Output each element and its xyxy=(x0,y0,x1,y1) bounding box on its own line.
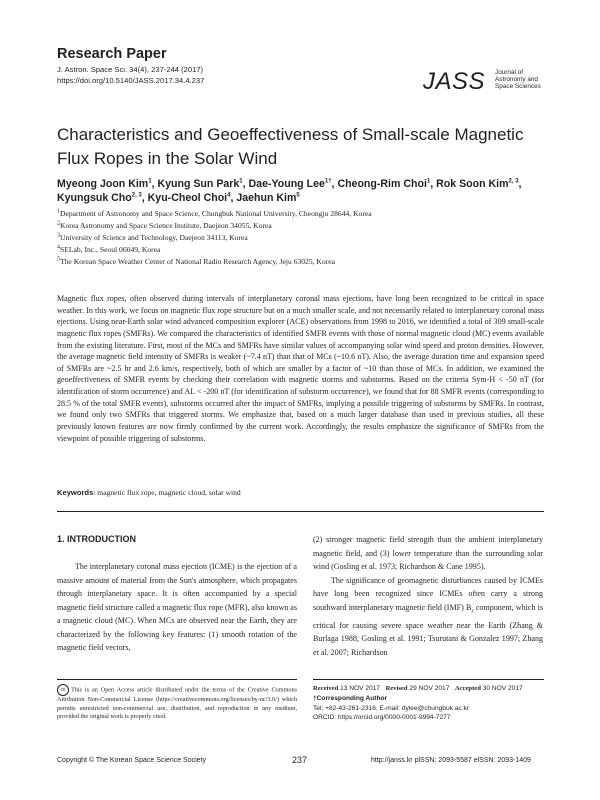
creative-commons-icon: cc xyxy=(57,684,69,696)
body-text-left: The interplanetary coronal mass ejection (ICME) is the ejection of a massive amount of material from the Sun's atmosphere, which propagates through interplanetary space. It is often accompanied by a special magnetic field structure called a magnetic flux rope (MFR), also known as a magnetic cloud (MC). When MCs are observed near the Earth, they are characterized by the following key features: (1) smooth rotation of the magnetic field vectors, xyxy=(57,562,297,652)
keywords-text: : magnetic flux rope, magnetic cloud, solar wind xyxy=(93,488,241,497)
body-text-right xyxy=(313,533,543,659)
license-notice: cc This is an Open Access article distributed under the terms of the Creative Commons Attribution Non-Commercial License (https://creativecommons.org/licenses/by-nc/3.0/) which permits unrestricted non-commercial use, distribution, and reproduction in any medium, provided the original work is properly cited. xyxy=(57,684,297,722)
divider xyxy=(313,679,544,680)
footer-copyright: Copyright © The Korean Space Science Society xyxy=(57,757,206,764)
author: Myeong Joon Kim$^1$ xyxy=(57,178,152,190)
affiliation: $^5$The Korean Space Weather Center of National Radio Research Agency, Jeju 63025, Korea xyxy=(57,256,335,266)
author: Jaehun Kim$^5$ xyxy=(236,192,300,204)
affiliation: $^1$Department of Astronomy and Space Science, Chungbuk National University, Cheongju 28644, Korea xyxy=(57,208,372,218)
author: Rok Soon Kim$^{2, 3}$ xyxy=(436,178,519,190)
journal-logo xyxy=(423,68,553,98)
section-heading: 1. INTRODUCTION xyxy=(57,534,137,544)
corresponding-author-label: †Corresponding Author xyxy=(313,694,388,702)
author: Kyu-Cheol Choi$^4$ xyxy=(147,192,231,204)
author: Dae-Young Lee$^{1\dagger}$ xyxy=(248,178,332,190)
keywords-label: Keywords xyxy=(57,488,94,497)
article-dates: Received 13 NOV 2017 Revised 29 NOV 2017 Accepted 30 NOV 2017 †Corresponding Author Tel: +82-43-261-2316, E-mail: dylee@chungbuk.ac.kr ORCID: https://orcid.org/0000-0001-9994-7277 xyxy=(313,684,553,723)
affiliation: $^2$Korea Astronomy and Space Science Institute, Daejeon 34055, Korea xyxy=(57,220,272,230)
abstract: Magnetic flux ropes, often observed during intervals of interplanetary coronal mass ejections, have long been recognized to be critical in space weather. In this work, we focus on magnetic flux rope structure but on a much smaller scale, and not necessarily related to interplanetary coronal mass ejections. Using near-Earth solar wind advanced composition explorer (ACE) observations from 1998 to 2016, we identified a total of 309 small-scale magnetic flux ropes (SMFRs). We compared the characteristics of identified SMFR events with those of normal magnetic cloud (MC) events available from the existing literature. First, most of the MCs and SMFRs have similar values of accompanying solar wind speed and proton densities. However, the average magnetic field intensity of SMFRs is weaker (~7.4 nT) than that of MCs (~10.6 nT). Also, the average duration time and expansion speed of SMFRs are ~2.5 hr and 2.6 km/s, respectively, both of which are smaller by a factor of ~10 than those of MCs. In addition, we examined the geoeffectiveness of SMFR events by checking their correlation with magnetic storms and substorms. Based on the criteria Sym-H < -50 nT (for identification of storm occurrence) and AL < -200 nT (for identification of substorm occurrence), we found that for 88 SMFR events (corresponding to 28.5 % of the total SMFR events), substorms occurred after the impact of SMFRs, implying a possible triggering of substorms by SMFRs. In contrast, we found only two SMFRs that triggered storms. We emphasize that, based on a much larger database than used in previous studies, all these previously known features are now firmly confirmed by the current work. Accordingly, the results emphasize the significance of SMFRs from the viewpoint of possible triggering of substorms. xyxy=(57,294,544,443)
affiliation: $^3$University of Science and Technology, Daejeon 34113, Korea xyxy=(57,232,248,242)
divider xyxy=(57,511,544,512)
article-type: Research Paper xyxy=(57,46,167,62)
paragraph: (2) stronger magnetic field strength than the ambient interplanetary magnetic field, and (3) lower temperature than the surrounding solar wind (Gosling et al. 1973; Richardson & Cane 1995). xyxy=(313,535,543,571)
page-number: 237 xyxy=(292,755,308,765)
author: Cheong-Rim Choi$^1$ xyxy=(337,178,431,190)
author-list: Myeong Joon Kim$^1$, Kyung Sun Park$^1$, Dae-Young Lee$^{1\dagger}$, Cheong-Rim Choi$^1$, Rok Soon Kim$^{2, 3}$, Kyungsuk Cho$^{2, 3}$, Kyu-Cheol Choi$^4$, Jaehun Kim$^5$ xyxy=(57,178,522,204)
footer-issn[interactable]: http://janss.kr plSSN: 2093-5587 elSSN: 2093-1409 xyxy=(371,757,531,764)
logo-subtitle: Journal of Astronomy and Space Sciences xyxy=(495,69,541,90)
contact-info: Tel: +82-43-261-2316, E-mail: dylee@chungbuk.ac.kr xyxy=(313,704,470,712)
orcid[interactable]: ORCID: https://orcid.org/0000-0001-9994-7277 xyxy=(313,714,451,722)
paragraph: The significance of geomagnetic disturbances caused by ICMEs have long been recognized since ICMEs often carry a strong southward interplanetary magnetic field (IMF) $B_z$ component, which is critical for causing severe space weather near the Earth (Zhang & Burlaga 1988; Gosling et al. 1991; Tsurutani & Gonzalez 1997; Zhang et al. 2007; Richardson xyxy=(313,575,543,657)
paper-title: Characteristics and Geoeffectiveness of Small-scale Magnetic Flux Ropes in the Solar Wind xyxy=(57,125,524,168)
affiliation: $^4$SELab, Inc., Seoul 06049, Korea xyxy=(57,244,161,254)
citation: J. Astron. Space Sci. 34(4), 237-244 (2017) xyxy=(57,65,204,74)
doi-link[interactable]: https://doi.org/10.5140/JASS.2017.34.4.237 xyxy=(57,76,205,85)
logo-text: JASS xyxy=(423,68,486,95)
author: Kyung Sun Park$^1$ xyxy=(157,178,243,190)
divider xyxy=(57,679,297,680)
author: Kyungsuk Cho$^{2, 3}$ xyxy=(57,192,142,204)
keywords xyxy=(57,488,241,497)
